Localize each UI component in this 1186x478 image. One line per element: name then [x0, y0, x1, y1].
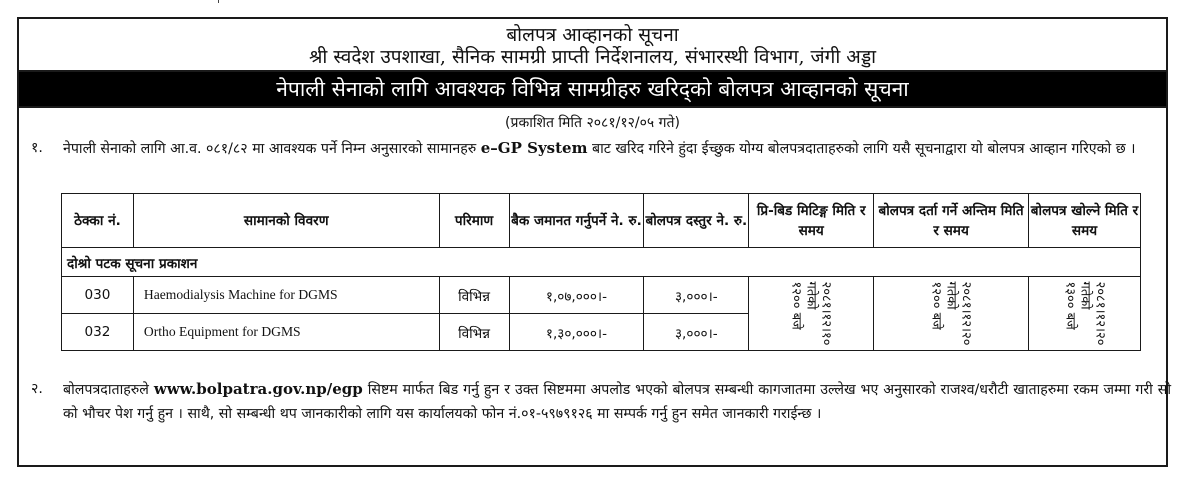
header-bank-guarantee: बैक जमानत गर्नुपर्ने ने. रु.	[509, 194, 644, 248]
header-description: सामानको विवरण	[133, 194, 439, 248]
row-bank-guarantee: १,३०,०००।-	[509, 314, 644, 351]
table-row	[62, 277, 1141, 314]
row-tender-fee: ३,०००।-	[644, 314, 749, 351]
notice-title: बोलपत्र आव्हानको सूचना	[506, 24, 679, 46]
row-quantity: विभिन्न	[439, 277, 509, 314]
header-prebid: प्रि-बिड मिटिङ्ग मिति र समय	[749, 194, 874, 248]
issuer-line: श्री स्वदेश उपशाखा, सैनिक सामग्री प्राप्ती निर्देशनालय, संभारस्थी विभाग, जंगी अड्डा	[308, 46, 877, 68]
publication-date: (प्रकाशित मिति २०८१/१२/०५ गते)	[505, 115, 680, 131]
section-row	[62, 248, 1141, 277]
top-edge-line	[218, 0, 241, 3]
bolpatra-website: www.bolpatra.gov.np/egp	[153, 380, 363, 398]
paragraph-1-number: १.	[31, 140, 43, 156]
row-description: Haemodialysis Machine for DGMS	[133, 277, 439, 314]
prebid-datetime: २०८१।१२।१० गतेको १२०० बजे	[749, 277, 874, 351]
row-code: 030	[62, 277, 134, 314]
header-registration: बोलपत्र दर्ता गर्ने अन्तिम मिति र समय	[874, 194, 1029, 248]
row-description: Ortho Equipment for DGMS	[133, 314, 439, 351]
header-tender-fee: बोलपत्र दस्तुर ने. रु.	[644, 194, 749, 248]
paragraph-2-number: २.	[31, 381, 43, 397]
registration-datetime: २०८१।१२।२० गतेको १२०० बजे	[874, 277, 1029, 351]
paragraph-1-text: नेपाली सेनाको लागि आ.व. ०८१/८२ मा आवश्यक पर्ने निम्न अनुसारको सामानहरु e–GP System बाट खरिद गरिने हुंदा ईच्छुक योग्य बोलपत्रदाताहरुको लागि यसै सूचनाद्वारा यो बोलपत्र आव्हान गरिएको छ ।	[63, 139, 1136, 157]
header-quantity: परिमाण	[439, 194, 509, 248]
table-header-row	[62, 194, 1141, 248]
header-contract-no: ठेक्का नं.	[62, 194, 134, 248]
notice-banner: नेपाली सेनाको लागि आवश्यक विभिन्न सामग्रीहरु खरिद्को बोलपत्र आव्हानको सूचना	[19, 70, 1166, 108]
row-quantity: विभिन्न	[439, 314, 509, 351]
row-bank-guarantee: १,०७,०००।-	[509, 277, 644, 314]
tender-table	[61, 193, 1141, 351]
row-code: 032	[62, 314, 134, 351]
header-opening: बोलपत्र खोल्ने मिति र समय	[1029, 194, 1141, 248]
notice-frame	[17, 17, 1171, 467]
row-tender-fee: ३,०००।-	[644, 277, 749, 314]
section-label: दोश्रो पटक सूचना प्रकाशन	[62, 248, 1141, 277]
egp-system-name: e–GP System	[480, 139, 588, 157]
paragraph-2-text: बोलपत्रदाताहरुले www.bolpatra.gov.np/egp सिष्टम मार्फत बिड गर्नु हुन र उक्त सिष्टममा अपलोड भएको बोलपत्र सम्बन्धी कागजातमा उल्लेख भए अनुसारको राजश्व/धरौटी खाताहरुमा रकम जम्मा गरी सो को भौचर पेश गर्नु हुन । साथै, सो सम्बन्धी थप जानकारीको लागि यस कार्यालयको फोन नं.०१-५९७९१२६ मा सम्पर्क गर्नु हुन समेत जानकारी गराईन्छ ।	[63, 380, 1171, 422]
opening-datetime: २०८१।१२।२० गतेको १३०० बजे	[1029, 277, 1141, 351]
